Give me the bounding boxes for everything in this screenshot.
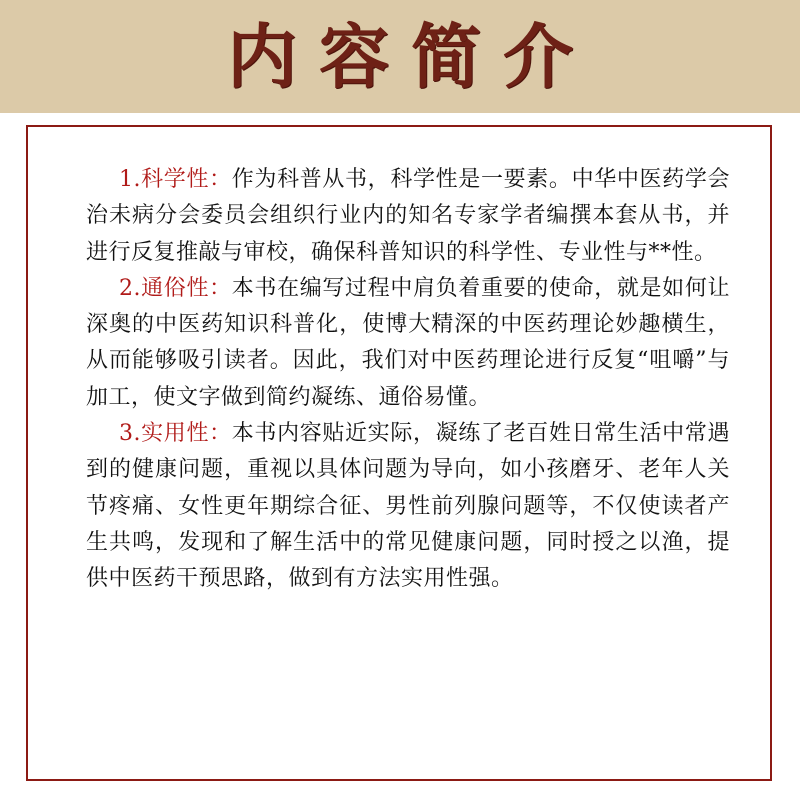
- paragraph-heading: 1.科学性：: [119, 167, 232, 192]
- paragraph-text: 作为科普从书，科学性是一要素。中华中医药学会治未病分会委员会组织行业内的知名专家学者编撰本套从书，并进行反复推敲与审校，确保科普知识的科学性、专业性与**性。: [86, 167, 730, 265]
- paragraph-heading: 3.实用性：: [119, 421, 232, 447]
- header-banner: [0, 0, 800, 113]
- paragraph-text: 本书在编写过程中肩负着重要的使命，就是如何让深奥的中医药知识科普化，使博大精深的中医药理论妙趣横生，从而能够吸引读者。因此，我们对中医药理论进行反复“咀嚼”与加工，使文字做到简约凝练、通俗易懂。: [86, 275, 730, 410]
- description-body: [86, 162, 730, 598]
- paragraph-heading: 2.通俗性：: [119, 275, 232, 301]
- paragraph-practical: [86, 416, 730, 597]
- paragraph-popular: [86, 271, 730, 416]
- paragraph-scientific: [86, 162, 730, 271]
- paragraph-text: 本书内容贴近实际，凝练了老百姓日常生活中常遇到的健康问题，重视以具体问题为导向，如小孩磨牙、老年人关节疼痛、女性更年期综合征、男性前列腺问题等，不仅使读者产生共鸣，发现和了解生活中的常见健康问题，同时授之以渔，提供中医药干预思路，做到有方法实用性强。: [86, 421, 730, 592]
- page-title: 内容简介: [227, 14, 595, 98]
